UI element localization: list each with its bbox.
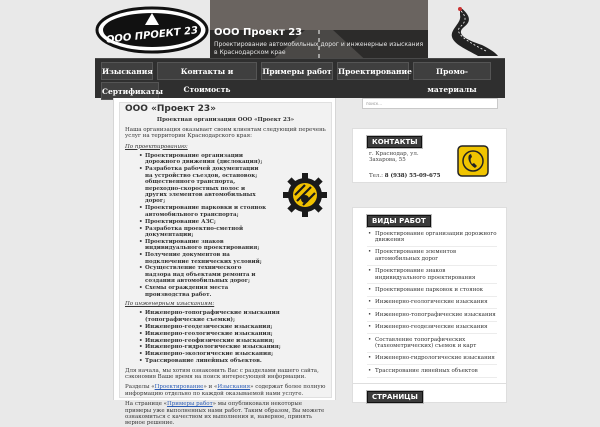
- phone-label: Тел.:: [369, 173, 384, 179]
- company-logo[interactable]: [95, 5, 210, 55]
- main-content: [113, 98, 336, 427]
- link-design[interactable]: Проектирование: [154, 384, 204, 391]
- list-item: • Разработка рабочей документации на устройство съездов, остановок; общественного транспорта, переходно-скоростных полос и других элементов автомобильных дорог;: [139, 166, 267, 204]
- list-item: • Осуществление технического надзора над объектами ремонта и создания автомобильных дорог;: [139, 265, 267, 284]
- work-types-list: [367, 228, 497, 378]
- list-item: • Проектирование парковки и стоянок автомобильного транспорта;: [139, 205, 267, 218]
- paragraph-intro-sections: Для начала, мы хотим ознакомить Вас с разделами нашего сайта, сэкономив Ваше время на поиск интересующей информации.: [125, 367, 319, 381]
- work-type-link[interactable]: • Проектирование организации дорожного движения: [367, 228, 497, 247]
- text: » и «: [203, 384, 218, 391]
- work-type-link[interactable]: • Инженерно-топографические изыскания: [367, 309, 497, 321]
- list-item: • Инженерно-геологические изыскания;: [139, 331, 326, 337]
- list-item: • Инженерно-экологические изыскания;: [139, 351, 326, 357]
- nav-item-promo[interactable]: Промо-материалы: [413, 62, 491, 80]
- page-title: ООО «Проект 23»: [125, 104, 216, 114]
- work-type-link[interactable]: • Составление топографических (тахеометрических) съемок и карт: [367, 334, 497, 353]
- intro-text: Наша организация оказывает своим клиентам следующий перечень услуг на территории Краснодарского края:: [125, 126, 326, 140]
- work-types-title: ВИДЫ РАБОТ: [367, 215, 431, 227]
- list-item: • Инженерно-гидрологические изыскания;: [139, 344, 326, 350]
- work-type-link[interactable]: • Проектирование знаков индивидуального проектирования: [367, 266, 497, 285]
- road-icon: [430, 5, 500, 57]
- sidebar: [352, 98, 507, 400]
- paragraph-examples: [125, 401, 326, 427]
- work-type-link[interactable]: • Инженерно-геологические изыскания: [367, 297, 497, 309]
- nav-item-examples[interactable]: Примеры работ: [261, 62, 333, 80]
- list-item: • Проектирование АЗС;: [139, 219, 267, 225]
- contacts-widget: [352, 128, 507, 183]
- work-type-link[interactable]: • Проектирование элементов автомобильных дорог: [367, 247, 497, 266]
- list-item: • Проектирование организации дорожного движения (дислокация);: [139, 153, 267, 166]
- article: [119, 102, 332, 427]
- link-surveys[interactable]: Изыскания: [217, 384, 251, 391]
- work-type-link[interactable]: • Проектирование парковок и стоянок: [367, 284, 497, 296]
- work-type-link[interactable]: • Инженерно-гидрологические изыскания: [367, 353, 497, 365]
- link-examples[interactable]: Примеры работ: [166, 401, 213, 408]
- text: » мы опубликовали некоторые примеры уже выполненных нами работ. Таким образом, Вы можете ознакомиться с качеством их выполнения и, наверное, принять верное решение.: [125, 401, 325, 427]
- list-item: • Разработка проектно-сметной документации;: [139, 226, 267, 239]
- contacts-title: КОНТАКТЫ: [367, 136, 422, 148]
- nav-item-izyskaniya[interactable]: Изыскания: [101, 62, 153, 80]
- list-item: • Проектирование знаков индивидуального проектирования;: [139, 239, 267, 252]
- search-input[interactable]: поиск...: [362, 98, 498, 109]
- main-nav: [95, 58, 505, 98]
- contact-phone: [369, 173, 440, 179]
- site-title[interactable]: ООО Проект 23: [214, 27, 303, 38]
- contact-address: г. Краснодар, ул. Захарова, 55: [369, 151, 419, 164]
- logo-text: ООО ПРОЕКТ 23: [105, 25, 199, 46]
- pages-title: СТРАНИЦЫ: [367, 391, 423, 403]
- list-item: • Инженерно-топографические изыскания (топографические съемки);: [139, 310, 326, 323]
- article-heading: Проектная организация ООО «Проект 23»: [156, 117, 295, 124]
- text: Разделы «: [125, 384, 155, 391]
- list-item: • Инженерно-геофизические изыскания;: [139, 338, 326, 344]
- work-type-link[interactable]: • Трассирование линейных объектов: [367, 365, 497, 377]
- site-subtitle: Проектирование автомобильных дорог и инженерные изыскания в Краснодарском крае: [214, 41, 424, 56]
- design-list: [125, 153, 267, 298]
- list-item: • Трассирование линейных объектов.: [139, 358, 326, 364]
- survey-list: [125, 310, 326, 364]
- list-item: • Инженерно-геодезические изыскания;: [139, 324, 326, 330]
- phone-icon: [457, 145, 489, 177]
- text: » содержат более полную информацию отдельно по каждой оказываемой нами услуге.: [125, 384, 326, 397]
- nav-item-contacts[interactable]: Контакты и Стоимость: [157, 62, 257, 80]
- nav-item-certificates[interactable]: Сертификаты: [101, 82, 159, 100]
- list-item: • Схемы ограждения места производства работ.: [139, 285, 267, 298]
- survey-label: По инженерным изысканиям:: [125, 300, 215, 307]
- pages-widget: [352, 383, 507, 403]
- work-type-link[interactable]: • Инженерно-геодезические изыскания: [367, 322, 497, 334]
- road-works-gear-icon: [283, 173, 327, 217]
- work-types-widget: [352, 207, 507, 400]
- phone-number[interactable]: 8 (938) 55-09-675: [384, 173, 441, 179]
- design-label: По проектированию:: [125, 143, 188, 150]
- text: На странице «: [125, 401, 167, 408]
- paragraph-sections: [125, 384, 326, 397]
- nav-item-design[interactable]: Проектирование: [337, 62, 409, 80]
- list-item: • Получение документов на подключение технических условий;: [139, 252, 267, 265]
